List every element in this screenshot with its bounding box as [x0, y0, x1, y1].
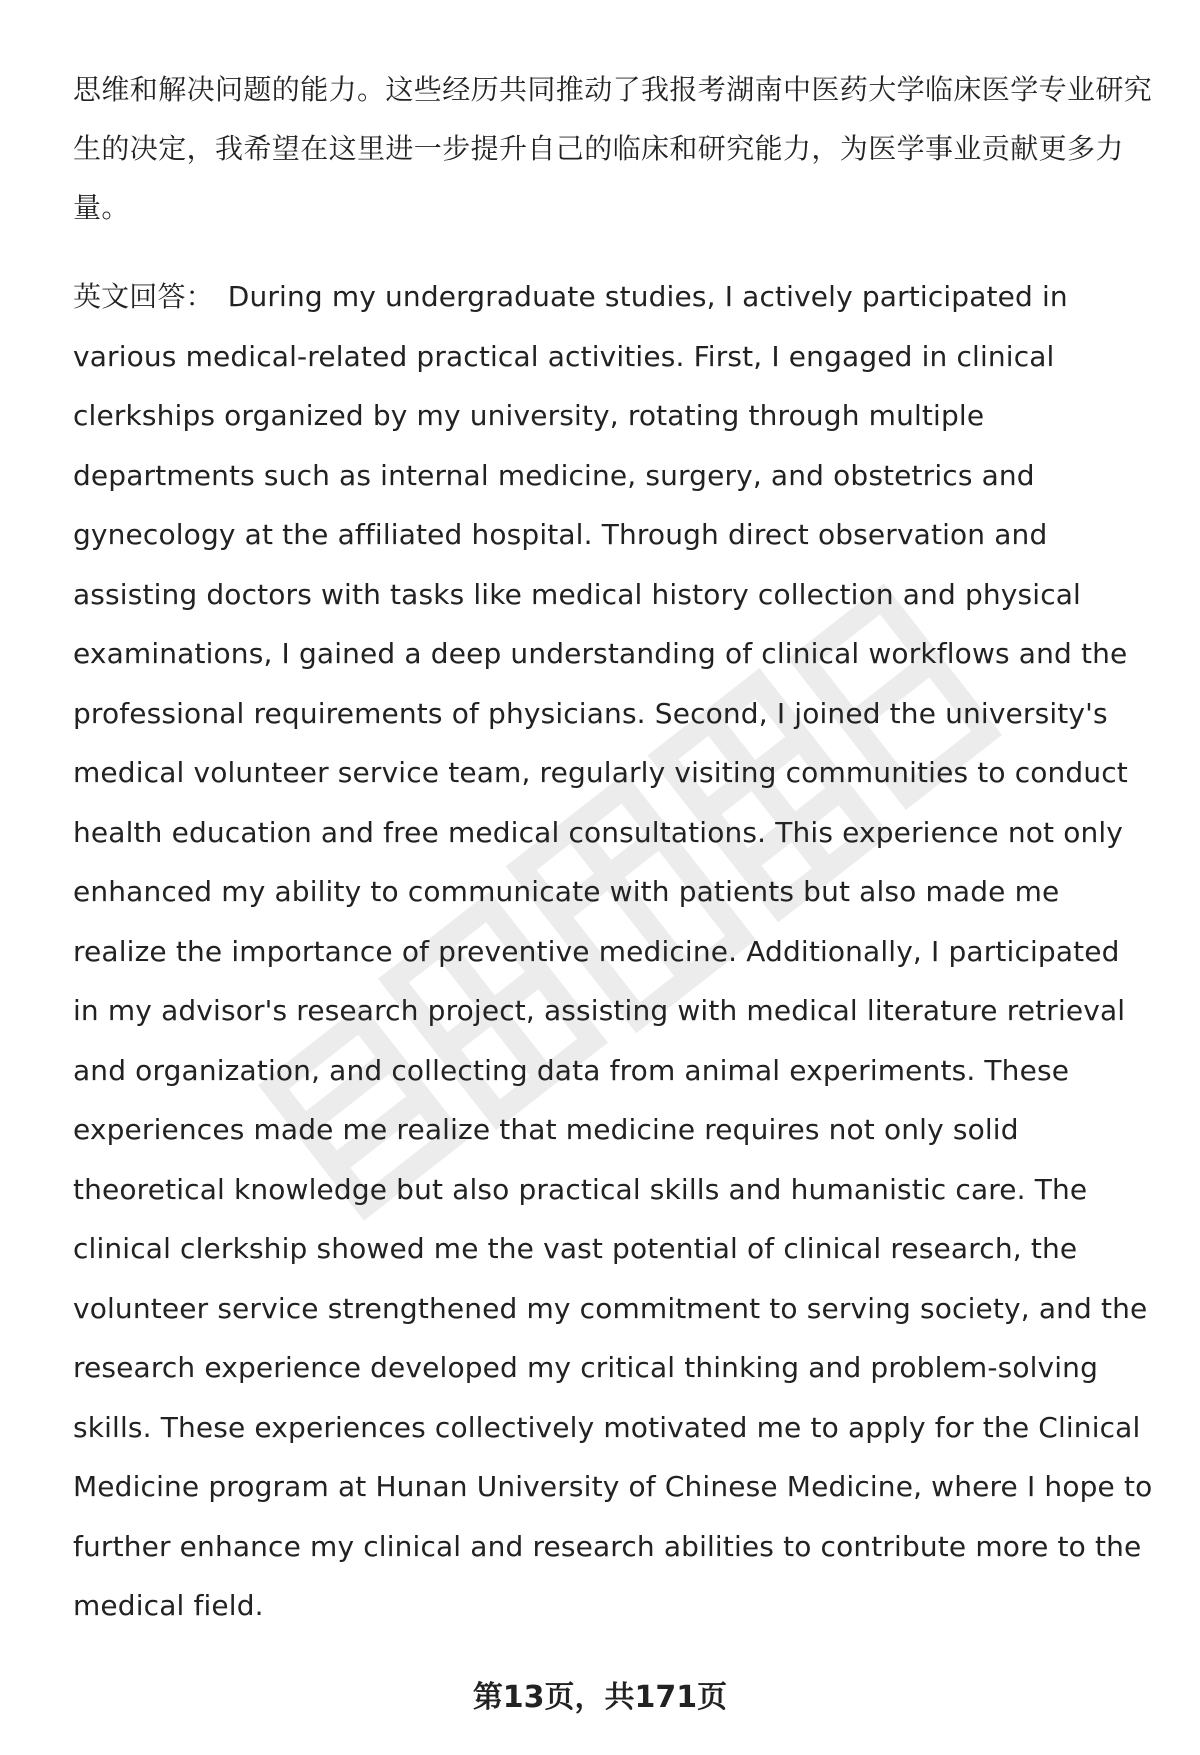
english-answer-text: During my undergraduate studies, I actively participated in various medical-related practical activities. First, I engaged in clinical clerkships organized by my university, rotating through multiple departments such as internal medicine, surgery, and obstetrics and gynecology at the affiliated hospital. Through direct observation and assisting doctors with tasks like medical history collection and physical examinations, I gained a deep understanding of clinical workflows and the professional requirements of physicians. Second, I joined the university's medical volunteer service team, regularly visiting communities to conduct health education and free medical consultations. This experience not only enhanced my ability to communicate with patients but also made me realize the importance of preventive medicine. Additionally, I participated in my advisor's research project, assisting with medical literature retrieval and organization, and collecting data from animal experiments. These experiences made me realize that medicine requires not only solid theoretical knowledge but also practical skills and humanistic care. The clinical clerkship showed me the vast potential of clinical research, the volunteer service strengthened my commitment to serving society, and the research experience developed my critical thinking and problem-solving skills. These experiences collectively motivated me to apply for the Clinical Medicine program at Hunan University of Chinese Medicine, where I hope to further enhance my clinical and research abilities to contribute more to the medical field.: [73, 280, 1153, 1622]
paragraph-spacer: [73, 237, 1153, 267]
english-answer-label: 英文回答：: [73, 280, 214, 313]
chinese-answer-paragraph: 思维和解决问题的能力。这些经历共同推动了我报考湖南中医药大学临床医学专业研究生的决定，我希望在这里进一步提升自己的临床和研究能力，为医学事业贡献更多力量。: [73, 73, 1153, 224]
page-content: [73, 60, 1153, 1636]
page-number-footer: 第13页，共171页: [472, 1680, 728, 1715]
english-answer-paragraph: [73, 267, 1153, 1636]
